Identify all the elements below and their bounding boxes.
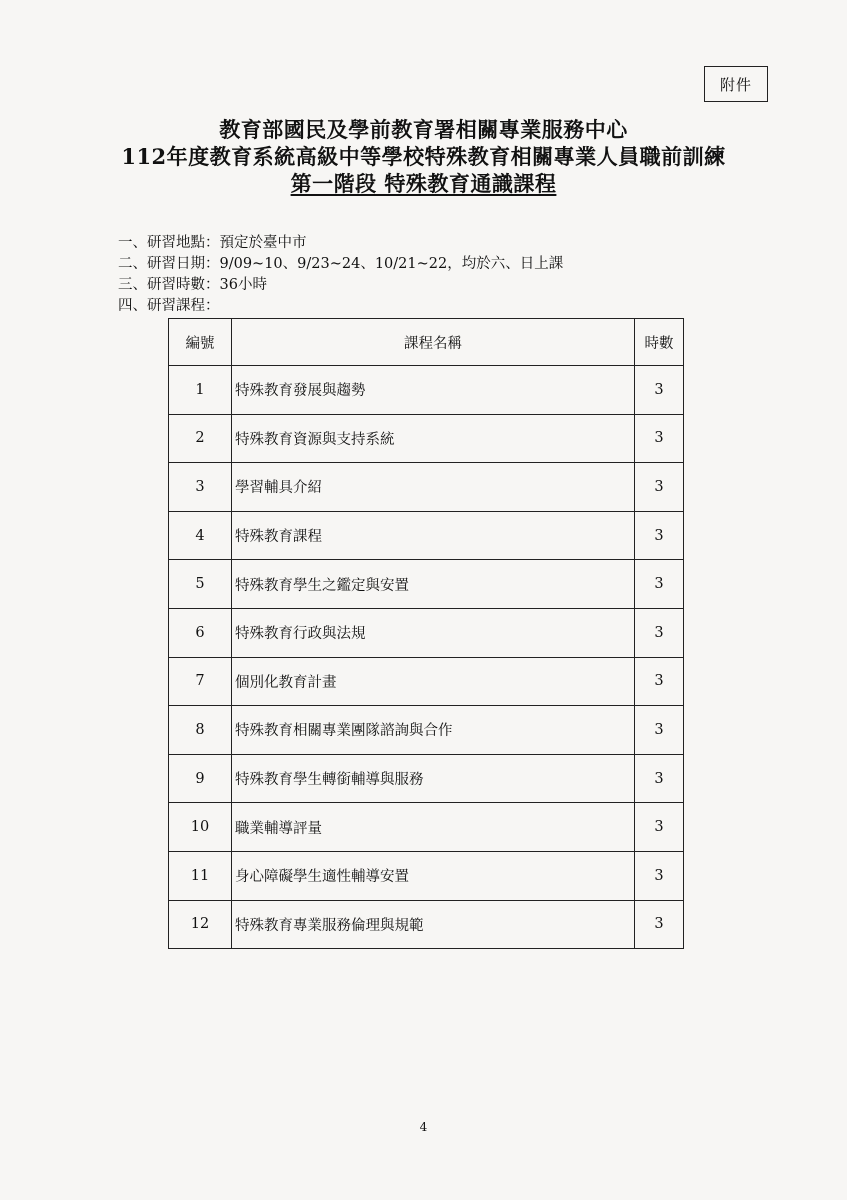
table-row: [169, 463, 684, 512]
training-info: [118, 233, 563, 317]
info-courses-heading: 四、研習課程：: [118, 298, 220, 314]
course-number: 11: [169, 851, 232, 900]
table-row: [169, 414, 684, 463]
course-number: 3: [169, 463, 232, 512]
course-hours: 3: [635, 366, 684, 415]
course-hours: 3: [635, 851, 684, 900]
table-row: [169, 754, 684, 803]
course-hours: 3: [635, 657, 684, 706]
info-location: 一、研習地點：預定於臺中市: [118, 235, 307, 251]
course-hours: 3: [635, 803, 684, 852]
course-number: 12: [169, 900, 232, 949]
attachment-label: 附件: [704, 66, 768, 102]
table-row: [169, 560, 684, 609]
course-hours: 3: [635, 414, 684, 463]
course-hours: 3: [635, 511, 684, 560]
title-stage-text: 第一階段 特殊教育通識課程: [290, 171, 557, 196]
course-hours: 3: [635, 560, 684, 609]
table-row: [169, 366, 684, 415]
course-number: 1: [169, 366, 232, 415]
info-hours: 三、研習時數：36小時: [118, 277, 267, 293]
course-number: 10: [169, 803, 232, 852]
course-hours: 3: [635, 754, 684, 803]
course-table: [168, 318, 684, 949]
course-name: 特殊教育發展與趨勢: [232, 366, 635, 415]
header-number: 編號: [169, 319, 232, 366]
course-name: 學習輔具介紹: [232, 463, 635, 512]
page-number: 4: [419, 1120, 428, 1134]
table-row: [169, 511, 684, 560]
table-row: [169, 851, 684, 900]
document-title-block: [0, 116, 847, 197]
course-number: 4: [169, 511, 232, 560]
course-number: 8: [169, 706, 232, 755]
table-row: [169, 803, 684, 852]
course-name: 特殊教育專業服務倫理與規範: [232, 900, 635, 949]
course-name: 職業輔導評量: [232, 803, 635, 852]
table-row: [169, 900, 684, 949]
table-row: [169, 706, 684, 755]
course-name: 特殊教育資源與支持系統: [232, 414, 635, 463]
course-number: 7: [169, 657, 232, 706]
title-organization: 教育部國民及學前教育署相關專業服務中心: [219, 117, 628, 142]
course-name: 特殊教育行政與法規: [232, 608, 635, 657]
table-row: [169, 657, 684, 706]
course-name: 特殊教育學生轉銜輔導與服務: [232, 754, 635, 803]
course-hours: 3: [635, 706, 684, 755]
course-table-header-row: [169, 319, 684, 366]
course-name: 特殊教育相關專業團隊諮詢與合作: [232, 706, 635, 755]
title-stage: [0, 170, 847, 197]
info-dates: 二、研習日期：9/09~10、9/23~24、10/21~22，均於六、日上課: [118, 256, 564, 272]
course-name: 特殊教育課程: [232, 511, 635, 560]
course-number: 6: [169, 608, 232, 657]
table-row: [169, 608, 684, 657]
course-number: 9: [169, 754, 232, 803]
course-number: 5: [169, 560, 232, 609]
course-hours: 3: [635, 900, 684, 949]
title-program: 112年度教育系統高級中等學校特殊教育相關專業人員職前訓練: [121, 144, 726, 169]
course-name: 個別化教育計畫: [232, 657, 635, 706]
course-number: 2: [169, 414, 232, 463]
course-hours: 3: [635, 608, 684, 657]
header-course-name: 課程名稱: [232, 319, 635, 366]
header-hours: 時數: [635, 319, 684, 366]
course-hours: 3: [635, 463, 684, 512]
course-name: 特殊教育學生之鑑定與安置: [232, 560, 635, 609]
course-name: 身心障礙學生適性輔導安置: [232, 851, 635, 900]
